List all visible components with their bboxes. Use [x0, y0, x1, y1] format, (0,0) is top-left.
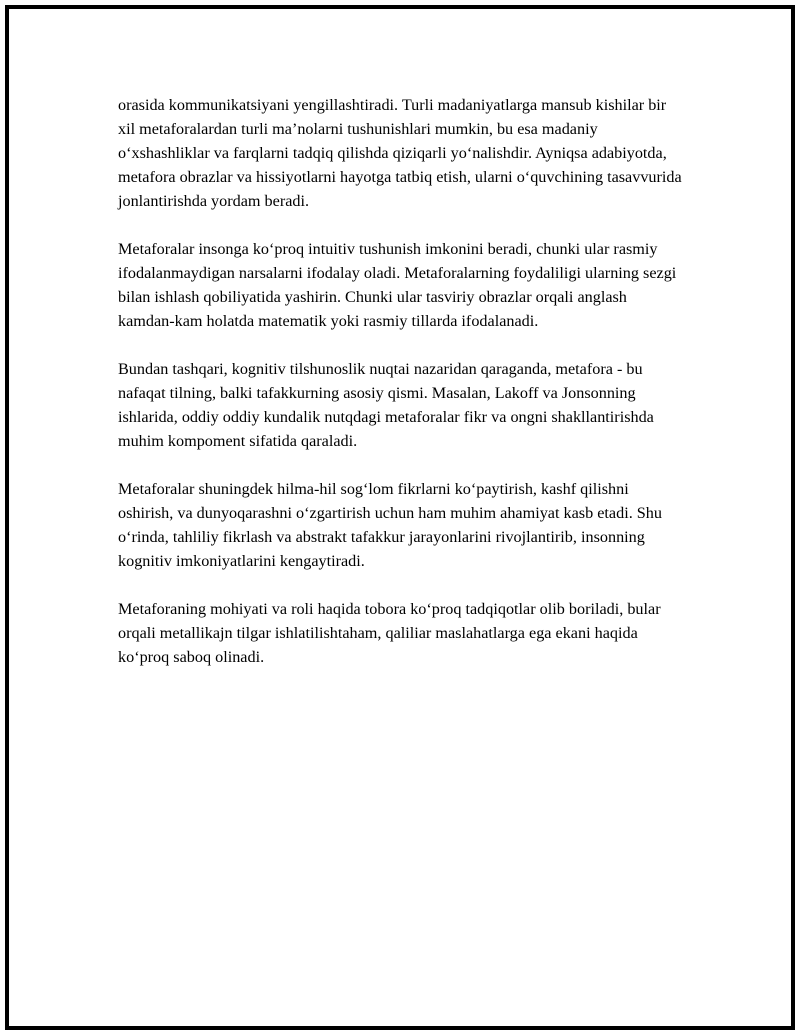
paragraph-5: Metaforaning mohiyati va roli haqida tobora ko‘proq tadqiqotlar olib boriladi, bular orqali metallikajn tilgar ishlatilishtaham, qaliliar maslahatlarga ega ekani haqida ko‘proq saboq olinadi.	[118, 600, 661, 666]
paragraph-3: Bundan tashqari, kognitiv tilshunoslik nuqtai nazaridan qaraganda, metafora - bu nafaqat tilning, balki tafakkurning asosiy qismi. Masalan, Lakoff va Jonsonning ishlarida, oddiy oddiy kundalik nutqdagi metaforalar fikr va ongni shakllantirishda muhim kompoment sifatida qaraladi.	[118, 360, 654, 450]
paragraph-2: Metaforalar insonga ko‘proq intuitiv tushunish imkonini beradi, chunki ular rasmiy ifodalanmaydigan narsalarni ifodalay oladi. Metaforalarning foydaliligi ularning sezgi bilan ishlash qobiliyatida yashirin. Chunki ular tasviriy obrazlar orqali anglash kamdan-kam holatda matematik yoki rasmiy tillarda ifodalanadi.	[118, 240, 677, 330]
paragraph-4: Metaforalar shuningdek hilma-hil sog‘lom fikrlarni ko‘paytirish, kashf qilishni oshirish, va dunyoqarashni o‘zgartirish uchun ham muhim ahamiyat kasb etadi. Shu o‘rinda, tahliliy fikrlash va abstrakt tafakkur jarayonlarini rivojlantirib, insonning kognitiv imkoniyatlarini kengaytiradi.	[118, 480, 662, 570]
document-body	[118, 93, 684, 693]
paragraph-1: orasida kommunikatsiyani yengillashtiradi. Turli madaniyatlarga mansub kishilar bir xil metaforalardan turli ma’nolarni tushunishlari mumkin, bu esa madaniy o‘xshashliklar va farqlarni tadqiq qilishda qiziqarli yo‘nalishdir. Ayniqsa adabiyotda, metafora obrazlar va hissiyotlarni hayotga tatbiq etish, ularni o‘quvchining tasavvurida jonlantirishda yordam beradi.	[118, 96, 682, 210]
